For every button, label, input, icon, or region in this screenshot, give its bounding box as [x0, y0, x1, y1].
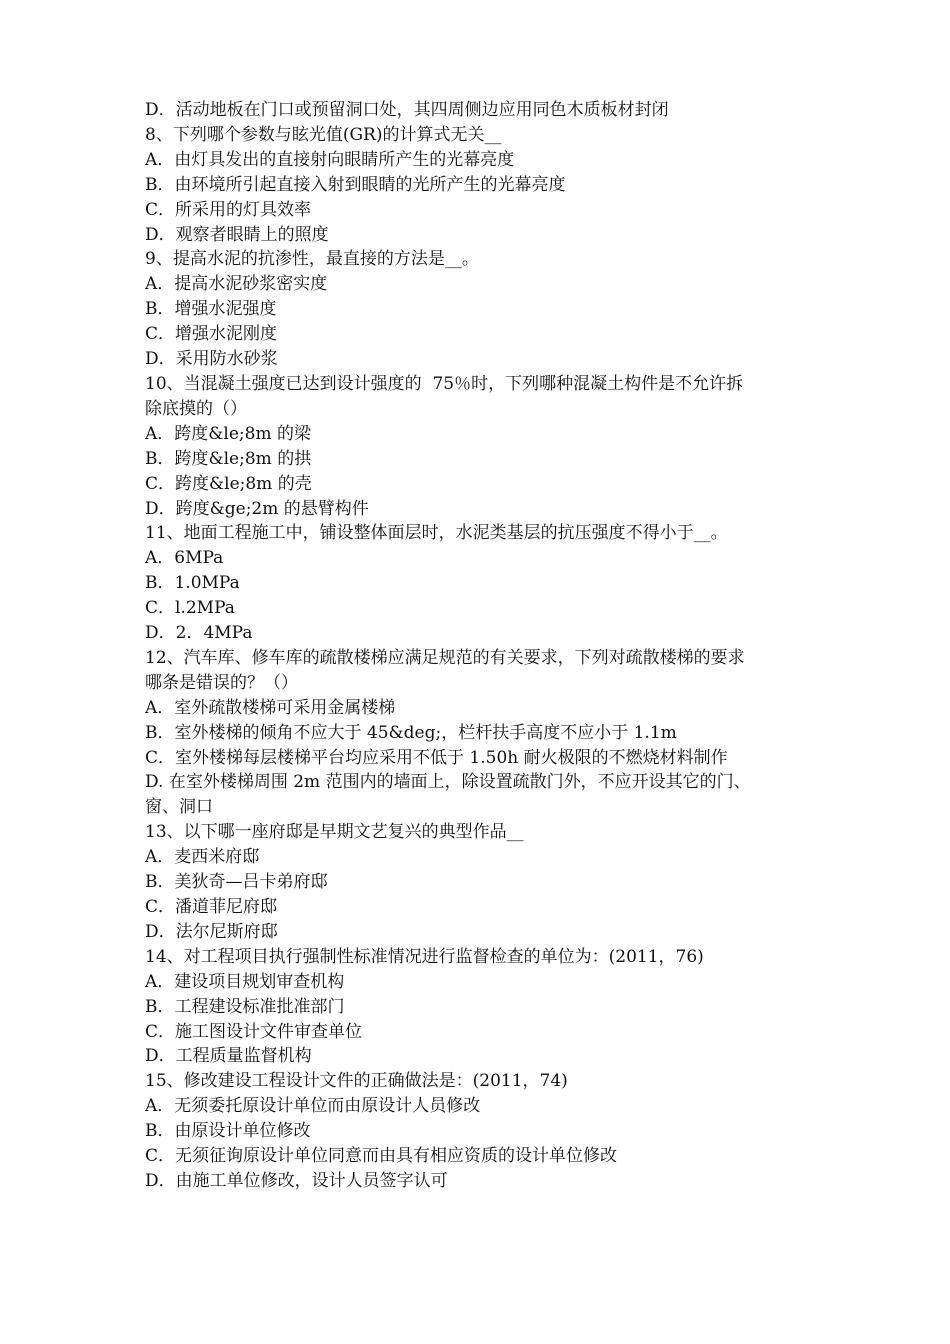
question-10: 10、当混凝土强度已达到设计强度的 75％时，下列哪种混凝土构件是不允许拆 — [145, 373, 744, 394]
question-14: 14、对工程项目执行强制性标准情况进行监督检查的单位为：(2011，76) — [145, 946, 704, 967]
question-11: 11、地面工程施工中，铺设整体面层时，水泥类基层的抗压强度不得小于__。 — [145, 523, 728, 544]
option-line-b: B．跨度&le;8m 的拱 — [145, 448, 312, 469]
option-line-b: B．室外楼梯的倾角不应大于 45&deg;，栏杆扶手高度不应小于 1.1m — [145, 722, 677, 743]
option-line-b: B．美狄奇—吕卡弟府邸 — [145, 872, 328, 893]
option-line-b: B．由原设计单位修改 — [145, 1121, 311, 1142]
question-12: 12、汽车库、修车库的疏散楼梯应满足规范的有关要求，下列对疏散楼梯的要求 — [145, 647, 745, 668]
option-line-d: D. 在室外楼梯周围 2m 范围内的墙面上，除设置疏散门外，不应开设其它的门、 — [145, 772, 751, 793]
option-line-c: C．施工图设计文件审查单位 — [145, 1021, 363, 1042]
option-line-d: D．观察者眼睛上的照度 — [145, 224, 329, 245]
option-line-d: D．法尔尼斯府邸 — [145, 921, 278, 942]
option-line-a: A．建设项目规划审查机构 — [145, 971, 345, 992]
question-text-block — [145, 98, 815, 1194]
option-line-c: C．潘道菲尼府邸 — [145, 897, 278, 917]
option-line-a: A．麦西米府邸 — [145, 847, 260, 868]
option-line-d-continued: 窗、洞口 — [145, 797, 213, 818]
option-line-d: D．活动地板在门口或预留洞口处，其四周侧边应用同色木质板材封闭 — [145, 100, 669, 120]
option-line-d: D．采用防水砂浆 — [145, 349, 278, 370]
question-15: 15、修改建设工程设计文件的正确做法是：(2011，74) — [145, 1071, 568, 1092]
option-line-a: A．无须委托原设计单位而由原设计人员修改 — [145, 1096, 481, 1117]
option-line-a: A．由灯具发出的直接射向眼睛所产生的光幕亮度 — [145, 149, 515, 170]
option-line-a: A．6MPa — [145, 548, 224, 569]
option-line-c: C．跨度&le;8m 的壳 — [145, 473, 312, 494]
option-line-c: C．所采用的灯具效率 — [145, 199, 312, 220]
option-line-b: B．工程建设标准批准部门 — [145, 996, 345, 1017]
option-line-a: A．跨度&le;8m 的梁 — [145, 423, 311, 444]
question-12-continued: 哪条是错误的？（） — [145, 672, 298, 693]
question-8: 8、下列哪个参数与眩光值(GR)的计算式无关__ — [145, 124, 502, 145]
question-9: 9、提高水泥的抗渗性，最直接的方法是__。 — [145, 249, 479, 270]
option-line-d: D．由施工单位修改，设计人员签字认可 — [145, 1170, 448, 1191]
option-line-b: B．增强水泥强度 — [145, 299, 277, 320]
option-line-b: B．1.0MPa — [145, 573, 240, 594]
option-line-c: C．无须征询原设计单位同意而由具有相应资质的设计单位修改 — [145, 1146, 618, 1167]
option-line-a: A．提高水泥砂浆密实度 — [145, 274, 328, 295]
option-line-d: D．工程质量监督机构 — [145, 1046, 312, 1067]
option-line-d: D．跨度&ge;2m 的悬臂构件 — [145, 498, 369, 519]
question-10-continued: 除底摸的（） — [145, 398, 247, 419]
option-line-b: B．由环境所引起直接入射到眼睛的光所产生的光幕亮度 — [145, 174, 566, 195]
option-line-c: C．增强水泥刚度 — [145, 324, 278, 345]
option-line-c: C．l.2MPa — [145, 598, 235, 619]
option-line-a: A．室外疏散楼梯可采用金属楼梯 — [145, 697, 396, 718]
option-line-c: C．室外楼梯每层楼梯平台均应采用不低于 1.50h 耐火极限的不燃烧材料制作 — [145, 747, 728, 768]
option-line-d: D．2．4MPa — [145, 623, 253, 644]
question-13: 13、以下哪一座府邸是早期文艺复兴的典型作品__ — [145, 822, 524, 843]
